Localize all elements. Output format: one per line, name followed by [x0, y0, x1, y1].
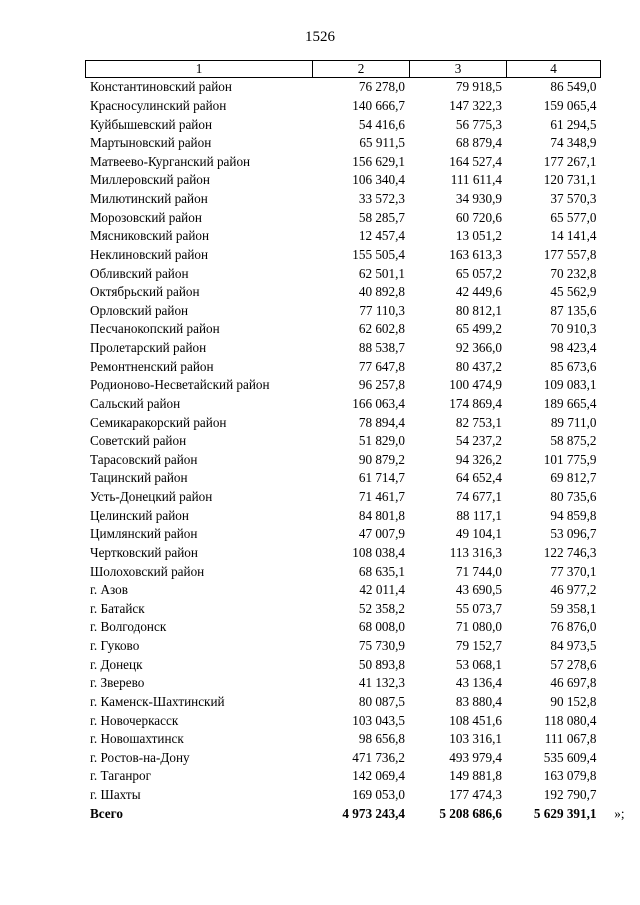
- table-row: [86, 693, 601, 712]
- value-cell-col-4: 80 735,6: [550, 489, 597, 505]
- value-cell-col-4: 120 731,1: [543, 172, 597, 188]
- district-name-cell: г. Донецк: [90, 656, 143, 672]
- district-name-cell: г. Волгодонск: [90, 619, 167, 635]
- budget-table: [85, 60, 625, 823]
- table-row: [86, 488, 601, 507]
- value-cell-col-4: 86 549,0: [550, 79, 597, 95]
- district-name-cell: Ремонтненский район: [90, 358, 214, 374]
- value-cell-col-4: 74 348,9: [550, 135, 597, 151]
- value-cell-col-4: 90 152,8: [550, 693, 597, 709]
- table-row: [86, 618, 601, 637]
- table-row: [86, 432, 601, 451]
- closing-quote-suffix: »;: [614, 805, 625, 821]
- value-cell-col-4: 85 673,6: [550, 358, 597, 374]
- table-row: [86, 395, 601, 414]
- value-cell-col-2: 169 053,0: [352, 787, 405, 803]
- value-cell-col-2: 98 656,8: [358, 731, 405, 747]
- table-row: [86, 283, 601, 302]
- value-cell-col-4: 98 423,4: [550, 340, 597, 356]
- value-cell-col-2: 80 087,5: [358, 693, 405, 709]
- value-cell-col-2: 41 132,3: [358, 675, 405, 691]
- table-row: [86, 786, 601, 805]
- value-cell-col-2: 50 893,8: [358, 656, 405, 672]
- value-cell-col-2: 40 892,8: [358, 284, 405, 300]
- district-name-cell: Морозовский район: [90, 209, 202, 225]
- value-cell-col-3: 79 152,7: [455, 638, 502, 654]
- value-cell-col-3: 43 136,4: [455, 675, 502, 691]
- table-header: [86, 61, 601, 78]
- value-cell-col-3: 149 881,8: [449, 768, 502, 784]
- table-row: [86, 78, 601, 97]
- value-cell-col-3: 111 611,4: [450, 172, 502, 188]
- value-cell-col-2: 33 572,3: [358, 191, 405, 207]
- district-name-cell: Миллеровский район: [90, 172, 210, 188]
- value-cell-col-4: 163 079,8: [543, 768, 597, 784]
- table-row: [86, 208, 601, 227]
- value-cell-col-2: 140 666,7: [352, 97, 405, 113]
- value-cell-col-2: 156 629,1: [352, 153, 405, 169]
- table-row: [86, 134, 601, 153]
- value-cell-col-2: 155 505,4: [352, 246, 405, 262]
- table-row: [86, 451, 601, 470]
- district-name-cell: г. Шахты: [90, 787, 141, 803]
- table-row: [86, 97, 601, 116]
- value-cell-col-3: 147 322,3: [449, 97, 502, 113]
- district-name-cell: г. Новочеркасск: [90, 712, 179, 728]
- value-cell-col-2: 75 730,9: [358, 638, 405, 654]
- value-cell-col-4: 84 973,5: [550, 638, 597, 654]
- district-name-cell: Милютинский район: [90, 191, 208, 207]
- value-cell-col-4: 59 358,1: [550, 600, 597, 616]
- table-row: [86, 246, 601, 265]
- value-cell-col-4: 77 370,1: [550, 563, 597, 579]
- district-name-cell: Песчанокопский район: [90, 321, 220, 337]
- value-cell-col-2: 142 069,4: [352, 768, 405, 784]
- value-cell-col-4: 69 812,7: [550, 470, 597, 486]
- value-cell-col-3: 71 744,0: [455, 563, 502, 579]
- value-cell-col-3: 164 527,4: [449, 153, 502, 169]
- page-number: 1526: [305, 29, 335, 45]
- table-row: [86, 227, 601, 246]
- district-name-cell: Чертковский район: [90, 544, 198, 560]
- value-cell-col-3: 53 068,1: [455, 656, 502, 672]
- table-row: [86, 376, 601, 395]
- value-cell-col-2: 12 457,4: [358, 228, 405, 244]
- value-cell-col-3: 42 449,6: [455, 284, 502, 300]
- value-cell-col-3: 177 474,3: [449, 787, 502, 803]
- total-row: [86, 804, 601, 823]
- value-cell-col-3: 493 979,4: [449, 749, 502, 765]
- value-cell-col-3: 82 753,1: [455, 414, 502, 430]
- value-cell-col-3: 92 366,0: [455, 340, 502, 356]
- value-cell-col-3: 49 104,1: [455, 526, 502, 542]
- value-cell-col-3: 65 057,2: [455, 265, 502, 281]
- value-cell-col-2: 108 038,4: [352, 544, 405, 560]
- value-cell-col-2: 52 358,2: [358, 600, 405, 616]
- value-cell-col-4: 61 294,5: [550, 116, 597, 132]
- table-row: [86, 637, 601, 656]
- value-cell-col-4: 189 665,4: [543, 395, 597, 411]
- district-name-cell: Родионово-Несветайский район: [90, 377, 270, 393]
- value-cell-col-2: 166 063,4: [352, 395, 405, 411]
- table-row: [86, 171, 601, 190]
- table-row: [86, 600, 601, 619]
- value-cell-col-4: 192 790,7: [543, 787, 597, 803]
- district-name-cell: г. Ростов-на-Дону: [90, 749, 190, 765]
- value-cell-col-2: 106 340,4: [352, 172, 405, 188]
- value-cell-col-2: 96 257,8: [358, 377, 405, 393]
- district-name-cell: г. Новошахтинск: [90, 731, 184, 747]
- value-cell-col-3: 56 775,3: [455, 116, 502, 132]
- value-cell-col-3: 74 677,1: [455, 489, 502, 505]
- total-value-col-2: 4 973 243,4: [342, 805, 405, 821]
- value-cell-col-4: 177 267,1: [543, 153, 597, 169]
- district-name-cell: Семикаракорский район: [90, 414, 227, 430]
- header-column-1: 1: [86, 61, 313, 78]
- table-row: [86, 320, 601, 339]
- value-cell-col-4: 101 775,9: [543, 451, 597, 467]
- value-cell-col-3: 80 812,1: [455, 302, 502, 318]
- table-row: [86, 767, 601, 786]
- total-value-col-4: 5 629 391,1: [533, 805, 597, 821]
- district-name-cell: г. Азов: [90, 582, 128, 598]
- value-cell-col-4: 118 080,4: [544, 712, 597, 728]
- total-value-col-4-cell: [507, 804, 625, 823]
- value-cell-col-4: 65 577,0: [550, 209, 597, 225]
- table-row: [86, 562, 601, 581]
- value-cell-col-4: 109 083,1: [543, 377, 597, 393]
- header-column-3: 3: [410, 61, 507, 78]
- value-cell-col-3: 60 720,6: [455, 209, 502, 225]
- value-cell-col-2: 42 011,4: [359, 582, 405, 598]
- header-column-4: 4: [507, 61, 601, 78]
- value-cell-col-4: 37 570,3: [550, 191, 597, 207]
- district-name-cell: Цимлянский район: [90, 526, 198, 542]
- budget-table-container: [85, 60, 625, 823]
- value-cell-col-2: 71 461,7: [358, 489, 405, 505]
- district-name-cell: Красносулинский район: [90, 97, 227, 113]
- district-name-cell: г. Гуково: [90, 638, 140, 654]
- value-cell-col-3: 43 690,5: [455, 582, 502, 598]
- district-name-cell: Обливский район: [90, 265, 189, 281]
- value-cell-col-4: 57 278,6: [550, 656, 597, 672]
- district-name-cell: г. Каменск-Шахтинский: [90, 693, 225, 709]
- value-cell-col-3: 94 326,2: [455, 451, 502, 467]
- value-cell-col-4: 46 977,2: [550, 582, 597, 598]
- value-cell-col-4: 159 065,4: [543, 97, 597, 113]
- value-cell-col-2: 77 647,8: [358, 358, 405, 374]
- table-row: [86, 339, 601, 358]
- district-name-cell: Советский район: [90, 433, 187, 449]
- value-cell-col-4: 87 135,6: [550, 302, 597, 318]
- district-name-cell: Сальский район: [90, 395, 181, 411]
- value-cell-col-4: 70 232,8: [550, 265, 597, 281]
- district-name-cell: Константиновский район: [90, 79, 232, 95]
- district-name-cell: Мартыновский район: [90, 135, 212, 151]
- value-cell-col-2: 62 501,1: [358, 265, 405, 281]
- table-row: [86, 302, 601, 321]
- table-row: [86, 506, 601, 525]
- district-name-cell: г. Батайск: [90, 600, 145, 616]
- district-name-cell: Тарасовский район: [90, 451, 198, 467]
- district-name-cell: г. Зверево: [90, 675, 145, 691]
- value-cell-col-2: 103 043,5: [352, 712, 405, 728]
- table-row: [86, 469, 601, 488]
- value-cell-col-2: 65 911,5: [359, 135, 405, 151]
- value-cell-col-3: 163 613,3: [449, 246, 502, 262]
- district-name-cell: Орловский район: [90, 302, 189, 318]
- value-cell-col-4: 89 711,0: [550, 414, 597, 430]
- value-cell-col-3: 55 073,7: [455, 600, 502, 616]
- table-row: [86, 190, 601, 209]
- value-cell-col-3: 108 451,6: [449, 712, 502, 728]
- value-cell-col-2: 54 416,6: [358, 116, 405, 132]
- value-cell-col-3: 54 237,2: [455, 433, 502, 449]
- value-cell-col-4: 111 067,8: [544, 731, 597, 747]
- value-cell-col-2: 51 829,0: [358, 433, 405, 449]
- table-row: [86, 357, 601, 376]
- value-cell-col-4: 53 096,7: [550, 526, 597, 542]
- value-cell-col-4: 45 562,9: [550, 284, 597, 300]
- value-cell-col-2: 68 008,0: [358, 619, 405, 635]
- district-name-cell: Мясниковский район: [90, 228, 210, 244]
- table-row: [86, 153, 601, 172]
- value-cell-col-3: 83 880,4: [455, 693, 502, 709]
- value-cell-col-2: 471 736,2: [352, 749, 405, 765]
- table-row: [86, 525, 601, 544]
- total-label: Всего: [90, 805, 123, 821]
- value-cell-col-4: 70 910,3: [550, 321, 597, 337]
- table-row: [86, 711, 601, 730]
- value-cell-col-4: 46 697,8: [550, 675, 597, 691]
- table-body: [86, 78, 625, 824]
- value-cell-col-2: 90 879,2: [358, 451, 405, 467]
- district-name-cell: Целинский район: [90, 507, 189, 523]
- value-cell-col-4: 76 876,0: [550, 619, 597, 635]
- value-cell-col-2: 58 285,7: [358, 209, 405, 225]
- value-cell-col-4: 122 746,3: [543, 544, 597, 560]
- value-cell-col-2: 68 635,1: [358, 563, 405, 579]
- value-cell-col-2: 76 278,0: [358, 79, 405, 95]
- value-cell-col-4: 535 609,4: [543, 749, 597, 765]
- value-cell-col-2: 78 894,4: [358, 414, 405, 430]
- table-row: [86, 264, 601, 283]
- table-row: [86, 749, 601, 768]
- table-row: [86, 413, 601, 432]
- value-cell-col-3: 64 652,4: [455, 470, 502, 486]
- district-name-cell: Неклиновский район: [90, 246, 209, 262]
- value-cell-col-3: 79 918,5: [455, 79, 502, 95]
- district-name-cell: Куйбышевский район: [90, 116, 213, 132]
- value-cell-col-4: 14 141,4: [550, 228, 597, 244]
- value-cell-col-2: 61 714,7: [358, 470, 405, 486]
- header-column-2: 2: [313, 61, 410, 78]
- district-name-cell: Шолоховский район: [90, 563, 205, 579]
- value-cell-col-3: 65 499,2: [455, 321, 502, 337]
- value-cell-col-3: 34 930,9: [455, 191, 502, 207]
- total-value-col-3: 5 208 686,6: [439, 805, 502, 821]
- value-cell-col-3: 71 080,0: [455, 619, 502, 635]
- header-row: [86, 61, 601, 78]
- table-row: [86, 730, 601, 749]
- value-cell-col-3: 80 437,2: [455, 358, 502, 374]
- district-name-cell: г. Таганрог: [90, 768, 152, 784]
- value-cell-col-3: 100 474,9: [449, 377, 502, 393]
- value-cell-col-3: 174 869,4: [449, 395, 502, 411]
- district-name-cell: Матвеево-Курганский район: [90, 153, 251, 169]
- district-name-cell: Октябрьский район: [90, 284, 200, 300]
- value-cell-col-4: 94 859,8: [550, 507, 597, 523]
- value-cell-col-3: 113 316,3: [449, 544, 502, 560]
- value-cell-col-2: 84 801,8: [358, 507, 405, 523]
- value-cell-col-3: 103 316,1: [449, 731, 502, 747]
- table-row: [86, 115, 601, 134]
- table-row: [86, 544, 601, 563]
- table-row: [86, 655, 601, 674]
- value-cell-col-3: 88 117,1: [456, 507, 502, 523]
- table-row: [86, 581, 601, 600]
- value-cell-col-3: 68 879,4: [455, 135, 502, 151]
- value-cell-col-4: 58 875,2: [550, 433, 597, 449]
- value-cell-col-4: 177 557,8: [543, 246, 597, 262]
- value-cell-col-2: 88 538,7: [358, 340, 405, 356]
- value-cell-col-3: 13 051,2: [455, 228, 502, 244]
- value-cell-col-2: 62 602,8: [358, 321, 405, 337]
- district-name-cell: Тацинский район: [90, 470, 188, 486]
- value-cell-col-2: 47 007,9: [358, 526, 405, 542]
- table-row: [86, 674, 601, 693]
- district-name-cell: Усть-Донецкий район: [90, 489, 213, 505]
- district-name-cell: Пролетарский район: [90, 340, 207, 356]
- value-cell-col-2: 77 110,3: [359, 302, 405, 318]
